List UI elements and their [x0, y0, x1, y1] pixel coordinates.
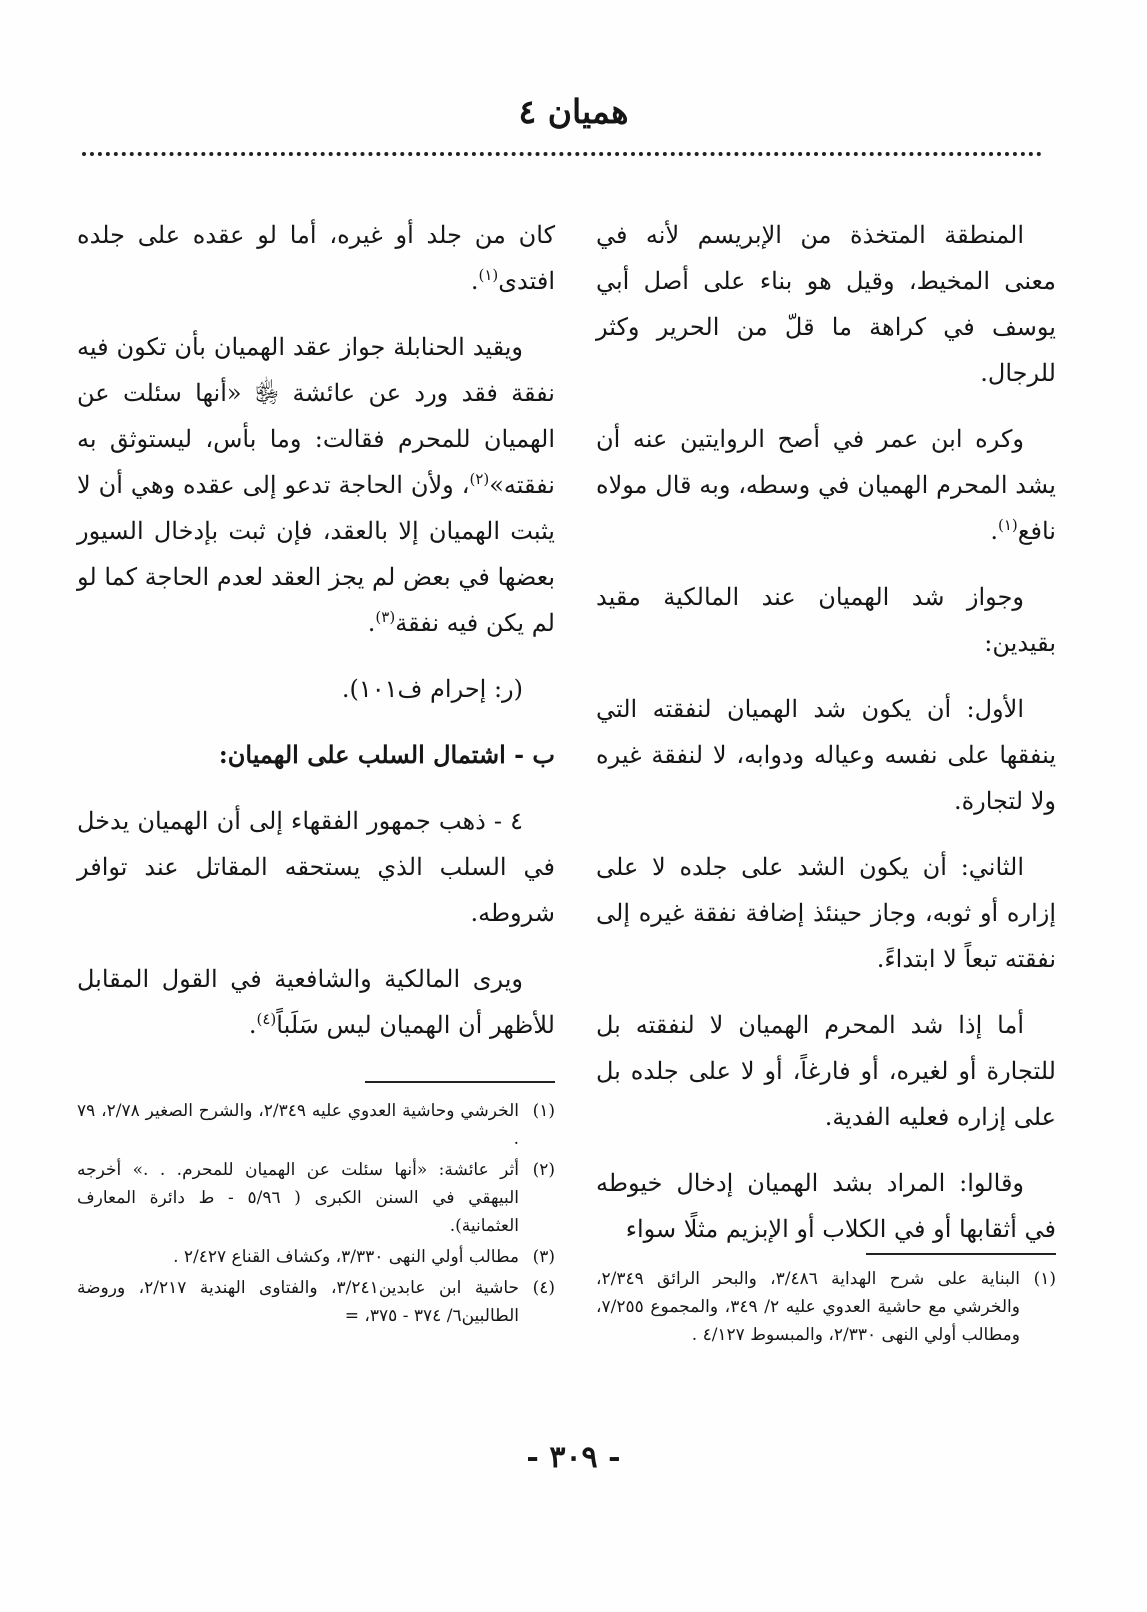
paragraph: ٤ - ذهب جمهور الفقهاء إلى أن الهميان يدخل في السلب الذي يستحقه المقاتل عند توافر شروطه. — [77, 807, 555, 927]
footnote-number: (٤) — [532, 1278, 555, 1298]
paragraph-text: كان من جلد أو غيره، أما لو عقده على جلده افتدى — [77, 221, 555, 295]
footnotes-left — [77, 1097, 555, 1333]
footnote-text: مطالب أولي النهى ٣/٣٣٠، وكشاف القناع ٢/٤٢٧ . — [173, 1247, 519, 1267]
footnote-text: الخرشي وحاشية العدوي عليه ٢/٣٤٩، والشرح الصغير ٢/٧٨، ٧٩ . — [77, 1101, 520, 1149]
section-subheading: ب - اشتمال السلب على الهميان: — [218, 740, 555, 769]
paragraph-text: ويرى المالكية والشافعية في القول المقابل للأظهر أن الهميان ليس سَلَباً — [77, 965, 555, 1039]
header-dotted-rule — [82, 152, 1042, 156]
cross-reference: (ر: إحرام ف١٠١). — [341, 675, 523, 703]
page-title: هميان ٤ — [518, 92, 629, 131]
paragraph: الثاني: أن يكون الشد على جلده لا على إزاره أو ثوبه، وجاز حينئذ إضافة نفقة غيره إلى نفقته تبعاً لا ابتداءً. — [596, 853, 1056, 973]
footnote — [77, 1156, 555, 1240]
page-number: - ٣٠٩ - — [526, 1440, 621, 1475]
footnote-text: حاشية ابن عابدين٣/٢٤١، والفتاوى الهندية ٢/٢١٧، وروضة الطالبين٦/ ٣٧٤ - ٣٧٥، = — [77, 1278, 520, 1326]
paragraph: الأول: أن يكون شد الهميان لنفقته التي ينفقها على نفسه وعياله ودوابه، لا لنفقة غيره ولا لتجارة. — [596, 695, 1056, 815]
footnote-ref: (١) — [478, 266, 499, 284]
footnote-number: (١) — [1033, 1269, 1056, 1289]
footnote-text: أثر عائشة: «أنها سئلت عن الهميان للمحرم. . .» أخرجه البيهقي في السنن الكبرى ( ٥/٩٦ - ط دائرة المعارف العثمانية). — [77, 1160, 519, 1236]
paragraph-text: وكره ابن عمر في أصح الروايتين عنه أن يشد المحرم الهميان في وسطه، وبه قال مولاه نافع — [596, 425, 1056, 545]
paragraph: ويرى المالكية والشافعية في القول المقابل للأظهر أن الهميان ليس سَلَباً$^{(٤)}$. — [77, 965, 555, 1039]
footnote-divider — [365, 1081, 555, 1083]
paragraph: ويقيد الحنابلة جواز عقد الهميان بأن تكون فيه نفقة فقد ورد عن عائشة ﵂ «أنها سئلت عن الهميان للمحرم فقالت: وما بأس، ليستوثق به نفقته»$^{(٢)}$، ولأن الحاجة تدعو إلى عقده وهي أن لا يثبت الهميان إلا بالعقد، فإن ثبت بإدخال السيور بعضها في بعض لم يجز العقد لعدم الحاجة كما لو لم يكن فيه نفقة$^{(٣)}$. — [77, 333, 555, 637]
footnote — [77, 1274, 555, 1330]
right-column — [596, 212, 1056, 1272]
footnote — [77, 1097, 555, 1153]
paragraph: وقالوا: المراد بشد الهميان إدخال خيوطه في أثقابها أو في الكلاب أو الإبزيم مثلًا سواء — [596, 1169, 1056, 1243]
paragraph: كان من جلد أو غيره، أما لو عقده على جلده افتدى$^{(١)}$. — [77, 221, 555, 295]
footnote-text: البناية على شرح الهداية ٣/٤٨٦، والبحر الرائق ٢/٣٤٩، والخرشي مع حاشية العدوي عليه ٢/ ٣٤٩، والمجموع ٧/٢٥٥، ومطالب أولي النهى ٢/٣٣٠، والمبسوط ٤/١٢٧ . — [596, 1269, 1020, 1345]
footnote — [596, 1265, 1056, 1349]
footnote-divider — [866, 1253, 1056, 1255]
paragraph-text: ، ولأن الحاجة تدعو إلى عقده وهي أن لا يثبت الهميان إلا بالعقد، فإن ثبت بإدخال السيور بعضها في بعض لم يجز العقد لعدم الحاجة كما لو لم يكن فيه نفقة — [77, 471, 555, 637]
footnote-ref: (٤) — [256, 1010, 277, 1028]
paragraph-text: ويقيد الحنابلة جواز عقد الهميان بأن تكون فيه نفقة فقد ورد عن عائشة ﵂ «أنها سئلت عن الهميان للمحرم فقالت: وما بأس، ليستوثق به نفقته» — [77, 333, 555, 499]
footnote-number: (٣) — [532, 1247, 555, 1267]
footnote — [77, 1243, 555, 1271]
left-column — [77, 212, 555, 1068]
paragraph: المنطقة المتخذة من الإبريسم لأنه في معنى المخيط، وقيل هو بناء على أصل أبي يوسف في كراهة ما قلّ من الحرير وكثر للرجال. — [596, 221, 1056, 387]
footnote-number: (١) — [532, 1101, 555, 1121]
paragraph: وكره ابن عمر في أصح الروايتين عنه أن يشد المحرم الهميان في وسطه، وبه قال مولاه نافع$^{(١)}$. — [596, 425, 1056, 545]
paragraph: وجواز شد الهميان عند المالكية مقيد بقيدين: — [596, 583, 1056, 657]
footnote-ref: (١) — [997, 516, 1018, 534]
footnote-ref: (٢) — [469, 470, 490, 488]
footnote-ref: (٣) — [375, 608, 396, 626]
footnotes-right — [596, 1265, 1056, 1352]
footnote-number: (٢) — [532, 1160, 555, 1180]
paragraph: أما إذا شد المحرم الهميان لا لنفقته بل للتجارة أو لغيره، أو فارغاً، أو لا على جلده بل على إزاره فعليه الفدية. — [596, 1011, 1056, 1131]
